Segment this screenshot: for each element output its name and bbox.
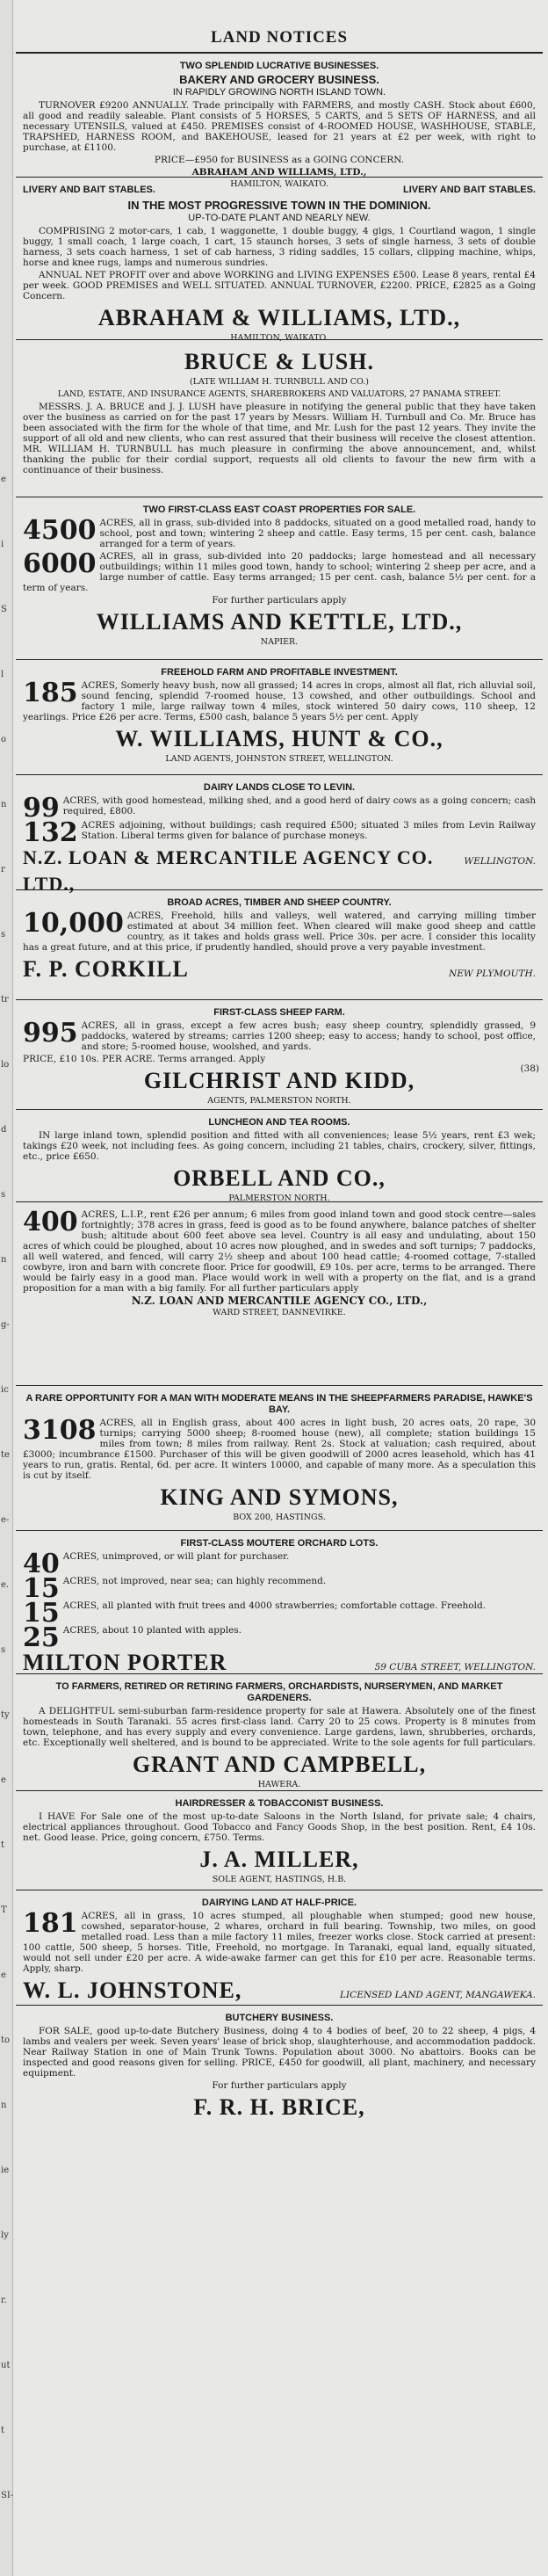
ad-subheading: UP-TO-DATE PLANT AND NEARLY NEW. (188, 213, 371, 223)
property-text: ACRES, all in grass, except a few acres bush; easy sheep country, splendidly grassed, 9 paddocks, watered by streams; carries 1200 sheep; easy to access; handy to school, post office, and store; 5-roomed house, woolshed, and yards. (81, 1020, 536, 1052)
ad-heading: BROAD ACRES, TIMBER AND SHEEP COUNTRY. (167, 897, 392, 908)
ad-signature: F. R. H. BRICE, (193, 2094, 365, 2120)
ad-heading: LUNCHEON AND TEA ROOMS. (208, 1117, 350, 1128)
ad-dairying-land (16, 1890, 543, 2006)
ad-place: WARD STREET, DANNEVIRKE. (213, 1308, 346, 1317)
ad-heading: TWO FIRST-CLASS EAST COAST PROPERTIES FOR SALE. (142, 504, 416, 515)
ad-heading: A RARE OPPORTUNITY FOR A MAN WITH MODERATE MEANS IN THE SHEEPFARMERS PARADISE, HAWKE'S BAY. (25, 1393, 533, 1415)
land-notices-column (16, 0, 543, 2122)
ad-tea-rooms (16, 1110, 543, 1202)
ad-heading-left: LIVERY AND BAIT STABLES. (23, 185, 155, 195)
ad-heading: FIRST-CLASS SHEEP FARM. (213, 1007, 345, 1018)
ad-place: HAMILTON, WAIKATO. (230, 179, 328, 189)
adjacent-column-fragment-text: o (1, 735, 7, 744)
ad-subheading: IN RAPIDLY GROWING NORTH ISLAND TOWN. (172, 87, 386, 98)
ad-heading-right: LIVERY AND BAIT STABLES. (403, 185, 536, 195)
acreage: 4500 (23, 515, 97, 546)
property-item (23, 908, 536, 953)
acreage: 40 (23, 1549, 60, 1579)
property-item (23, 1598, 536, 1629)
acreage: 25 (23, 1622, 60, 1653)
ad-signature: ABRAHAM & WILLIAMS, LTD., (97, 305, 461, 330)
ad-body: COMPRISING 2 motor-cars, 1 cab, 1 waggonette, 1 double buggy, 4 gigs, 1 Courtland wagon, 1 single buggy, 1 small coach, 1 large coach, 1 cart, 15 staunch horses, 3 sets of single harness, 3 sets of double harness, 3 sets coach harness, 1 set of cab harness, 3 riding saddles, 15 collars, clipping machine, whips, horse and knee rugs, lamps and numerous sundries. (23, 226, 536, 268)
property-text: ACRES, Freehold, hills and valleys, well watered, and carrying milling timber estimated at about 34 million feet. When cleared will make good sheep and cattle country, as it takes and holds grass well. Price 30s. per acre. I consider this locality has a great future, and at this price, if prudently handled, should prove a very payable investment. (23, 911, 536, 953)
ad-signature: N.Z. LOAN AND MERCANTILE AGENCY CO., LTD., (131, 1295, 428, 1307)
property-text: ACRES, all in grass, 10 acres stumped, all ploughable when stumped; good new house, cowshed, separator-house, 2 whares, orchard in full bearing. Township, two miles, on good metalled road. Less than a mile factory 11 miles, freezer works close. Stock carried at present: 100 cattle, 500 sheep, 5 horses. Title, Freehold, no mortgage. In Taranaki, equal land, equally situated, would not sell under £20 per acre. A wide-awake farmer can get this for £10 per acre. Reasonable terms. Apply, sharp. (23, 1911, 536, 1974)
acreage: 99 (23, 793, 60, 824)
ad-signature: KING AND SYMONS, (160, 1484, 399, 1510)
property-text: ACRES, Somerly heavy bush, now all grassed; 14 acres in crops, almost all flat, rich alluvial soil, sound fencing, splendid 7-roomed house, 13 cowshed, and other outbuildings. School and factory 1 mile, large railway town 4 miles, stock wintered 50 dairy cows, 110 sheep, 12 yearlings. Price £26 per acre. Terms, £500 cash, balance 5 years 5½ per cent. Apply (23, 680, 536, 722)
adjacent-column-fragment-text: t (1, 1840, 5, 1850)
adjacent-column-fragment-text: r (1, 865, 5, 874)
ad-subheading: IN THE MOST PROGRESSIVE TOWN IN THE DOMINION. (127, 199, 431, 212)
ad-dairy-levin (16, 775, 543, 895)
property-text: ACRES, about 10 planted with apples. (62, 1625, 242, 1636)
ad-heading: TO FARMERS, RETIRED OR RETIRING FARMERS, ORCHARDISTS, NURSERYMEN, AND MARKET GARDENERS. (55, 1681, 503, 1703)
ad-signature: WILLIAMS AND KETTLE, LTD., (96, 609, 463, 635)
ad-subheading: (LATE WILLIAM H. TURNBULL AND CO.) (190, 377, 369, 387)
acreage: 15 (23, 1573, 60, 1604)
adjacent-column-fragment-text: s (1, 1190, 6, 1200)
adjacent-column-fragment-text: lo (1, 1060, 10, 1070)
adjacent-column-fragment-text: t (1, 2426, 5, 2435)
property-text: ACRES, with good homestead, milking shed, and a good herd of dairy cows as a going concern; cash required, £800. (62, 795, 536, 816)
adjacent-column-fragment-text: e (1, 1970, 6, 1980)
adjacent-column-fragment-text: r. (1, 2296, 7, 2305)
ad-place: HAMILTON, WAIKATO. (230, 333, 328, 343)
ad-body: TURNOVER £9200 ANNUALLY. Trade principally with FARMERS, and mostly CASH. Stock about £600, all good and readily saleable. Plant consists of 5 HORSES, 5 CARTS, and 5 SETS OF HARNESS, and all necessary UTENSILS, valued at £450. PREMISES consist of 4-ROOMED HOUSE, WASHHOUSE, STABLE, TRAPSHED, HARNESS ROOM, and BAKEHOUSE, leased for 21 years at £2 per week, with right to purchase, at £1100. (23, 100, 536, 153)
property-item (23, 1415, 536, 1481)
adjacent-column-fragment-text: s (1, 1645, 6, 1655)
property-item (23, 793, 536, 824)
adjacent-column-fragment-text: l (1, 670, 4, 679)
acreage: 3108 (23, 1415, 97, 1446)
ad-freehold-farm (16, 660, 543, 775)
ad-signature: GRANT AND CAMPBELL, (132, 1752, 427, 1777)
ad-body: A DELIGHTFUL semi-suburban farm-residence property for sale at Hawera. Absolutely one of the finest homesteads in South Taranaki. 55 acres first-class land. Carry 20 to 25 cows. Property is 8 minutes from town, telephone, and has every supply and every convenience. Large gardens, lawn, shrubberies, orchards, etc. Exceptionally well sheltered, and is bound to be appreciated. Write to the sole agents for full particulars. (23, 1706, 536, 1748)
ad-place: 59 CUBA STREET, WELLINGTON. (374, 1662, 536, 1673)
adjacent-column-fragment-text: e (1, 1775, 6, 1785)
ad-place: HAWERA. (257, 1780, 301, 1789)
adjacent-column-fragment-text: to (1, 2035, 11, 2045)
ad-body: I HAVE For Sale one of the most up-to-date Saloons in the North Island, for private sale; 4 chairs, electrical appliances throughout. Good Tobacco and Fancy Goods Shop, in the best position. Rent, £4 10s. net. Good lease. Price, going concern, £750. Terms. (23, 1811, 536, 1843)
acreage: 995 (23, 1018, 78, 1049)
property-text: ACRES, L.I.P., rent £26 per annum; 6 miles from good inland town and good stock centre—sales fortnightly; 378 acres in grass, feed is good as to be found anywhere, balance patches of shelter bush; altitude about 600 feet above sea level. Country is all easy and undulating, about 150 acres of which could be ploughed, about 10 acres now ploughed, and in swedes and soft turnips; 7 paddocks, all well watered, and fenced, will carry 2½ sheep and about 100 head cattle; 4-roomed cottage, 7-stalled cowbyre, iron and barn with concrete floor. Price for goodwill, £9 10s. per acre, terms to be arranged. There would be fairly easy in a good man. Place would work in well with a property on the flat, and is a grand proposition for a man with a big family. For all further particulars apply (23, 1209, 536, 1294)
ad-butchery (16, 2006, 543, 2122)
adjacent-column-fragment-text: e. (1, 1580, 10, 1590)
adjacent-column-fragment-text: e (1, 475, 6, 484)
ad-signature: ORBELL AND CO., (173, 1165, 386, 1191)
adjacent-column-fragment-text: tr (1, 995, 9, 1005)
ad-place: WELLINGTON. (464, 856, 536, 867)
ad-body: IN large inland town, splendid position and fitted with all conveniences; lease 5½ years, rent £3 wek; takings £20 week, not including fees. As going concern, including 21 tables, chairs, crockery, silver, fittings, etc., price £650. (23, 1130, 536, 1162)
ad-place: NEW PLYMOUTH. (449, 969, 536, 979)
ad-price: PRICE, £10 10s. PER ACRE. Terms arranged. Apply (23, 1054, 266, 1064)
property-item (23, 1908, 536, 1974)
ad-hairdresser (16, 1791, 543, 1890)
adjacent-column-fragment-text: n (1, 1255, 7, 1265)
ad-heading: FIRST-CLASS MOUTERE ORCHARD LOTS. (180, 1538, 379, 1549)
adjacent-column-fragment-text: ty (1, 1710, 10, 1720)
adjacent-column-fragment-text: S (1, 605, 7, 614)
ad-heading: TWO SPLENDID LUCRATIVE BUSINESSES. (179, 61, 379, 71)
property-item (23, 1573, 536, 1604)
ad-heading: FREEHOLD FARM AND PROFITABLE INVESTMENT. (161, 667, 398, 678)
property-text: ACRES, all planted with fruit trees and 4000 strawberries; comfortable cottage. Freehold. (62, 1600, 487, 1611)
ad-bakery-grocery (16, 54, 543, 189)
ad-note: For further particulars apply (212, 2080, 347, 2091)
acreage: 185 (23, 678, 78, 708)
ad-livery-stables (16, 178, 543, 343)
ad-place: BOX 200, HASTINGS. (233, 1513, 326, 1522)
acreage: 6000 (23, 548, 97, 579)
adjacent-column-fragment-text: ly (1, 2231, 9, 2240)
ad-bruce-lush (16, 340, 543, 497)
ad-line: LAND, ESTATE, AND INSURANCE AGENTS, SHAREBROKERS AND VALUATORS, 27 PANAMA STREET. (57, 389, 501, 399)
ad-east-coast (16, 497, 543, 660)
property-text: ACRES, all in English grass, about 400 acres in light bush, 20 acres oats, 20 rape, 30 turnips; carrying 5000 sheep; 8-roomed house (new), all complete; station buildings 15 miles from town; 8 miles from railway. Rent 2s. Stock at valuation; cash required, about £3000; incumbrance £1500. Purchaser of this will be given goodwill of 2000 acres leasehold, which has 41 years to run, gratis. Rental, 6d. per acre. It winters 10000, and capable of many more. As a speculation this is cut by itself. (23, 1418, 536, 1481)
property-item (23, 680, 536, 722)
adjacent-column-fragment-text: ie (1, 2166, 10, 2175)
property-text: ACRES, unimproved, or will plant for purchaser. (62, 1551, 290, 1562)
property-item (23, 1209, 536, 1294)
acreage: 10,000 (23, 908, 124, 939)
ad-reference: (38) (520, 1063, 539, 1074)
ad-signature: W. WILLIAMS, HUNT & CO., (115, 726, 443, 751)
property-text: ACRES, all in grass, sub-divided into 20 paddocks; large homestead and all necessary outbuildings; within 11 miles good town, handy to school; wintering 2 sheep per acre, and a large number of cattle. Easy terms arranged; 15 per cent. cash, balance 5½ per cent. for a term of years. (23, 551, 536, 593)
ad-sheep-farm (16, 1000, 543, 1110)
adjacent-column-fragment-text: T (1, 1905, 7, 1915)
ad-signature: W. L. JOHNSTONE, (23, 1977, 242, 2003)
property-item (23, 1622, 536, 1653)
ad-place: LAND AGENTS, JOHNSTON STREET, WELLINGTON. (165, 754, 393, 764)
adjacent-column-fragment-text: SI- (1, 2491, 14, 2500)
ad-place: NAPIER. (260, 637, 299, 647)
ad-place: LICENSED LAND AGENT, MANGAWEKA. (340, 1990, 536, 2000)
ad-lip-400 (16, 1202, 543, 1386)
ad-hawkes-bay (16, 1386, 543, 1531)
acreage: 181 (23, 1908, 78, 1939)
ad-heading: DAIRY LANDS CLOSE TO LEVIN. (203, 782, 356, 793)
adjacent-column-fragment-text: n (1, 2101, 7, 2110)
ad-place: AGENTS, PALMERSTON NORTH. (207, 1096, 351, 1106)
ad-signature-row (23, 1650, 536, 1676)
property-item (23, 515, 536, 549)
property-item (23, 1020, 536, 1052)
ad-signature: MILTON PORTER (23, 1650, 227, 1675)
acreage: 400 (23, 1207, 78, 1237)
property-text: ACRES adjoining, without buildings; cash required £500; situated 3 miles from Levin Railway Station. Liberal terms given for balance of purchase moneys. (81, 820, 536, 841)
adjacent-column-fragment-text: e- (1, 1515, 10, 1525)
ad-heading: HAIRDRESSER & TOBACCONIST BUSINESS. (175, 1798, 384, 1809)
adjacent-column-fragment-text: g- (1, 1320, 10, 1330)
ad-signature: GILCHRIST AND KIDD, (143, 1068, 415, 1093)
adjacent-column-fragment-text: ut (1, 2361, 11, 2370)
adjacent-column-fragment-text: s (1, 930, 6, 940)
ad-signature-row (23, 956, 536, 983)
ad-note: For further particulars apply (212, 595, 347, 606)
ad-signature-row (23, 1977, 536, 2004)
adjacent-column-fragment-text: i (1, 540, 4, 549)
property-item (23, 548, 536, 593)
ad-subheading: BAKERY AND GROCERY BUSINESS. (179, 73, 379, 86)
ad-place: SOLE AGENT, HASTINGS, H.B. (212, 1875, 347, 1884)
ad-price: PRICE—£950 for BUSINESS as a GOING CONCERN. (154, 155, 405, 165)
ad-signature-row (23, 845, 536, 897)
ad-hawera-residence (16, 1674, 543, 1791)
ad-signature: BRUCE & LUSH. (184, 349, 374, 374)
ad-body: ANNUAL NET PROFIT over and above WORKING and LIVING EXPENSES £500. Lease 8 years, rental £4 per week. GOOD PREMISES and WELL SITUATED. ANNUAL TURNOVER, £2200. PRICE, £2825 as a Going Concern. (23, 270, 536, 301)
ad-moutere-orchards (16, 1531, 543, 1674)
ad-body: MESSRS. J. A. BRUCE and J. J. LUSH have pleasure in notifying the general public that they have taken over the business as carried on for the past 17 years by Messrs. William H. Turnbull and Co. Mr. Bruce has been associated with the firm for the whole of that time, and Mr. Lush for the past 12 years. They invite the support of all old and new clients, who can rest assured that their business will receive the closest attention. MR. WILLIAM H. TURNBULL has much pleasure in confirming the above announcement, and, whilst thanking the public for their cordial support, requests all old clients to favour the new firm with a continuance of their business. (23, 402, 536, 475)
property-item (23, 817, 536, 848)
ad-place: PALMERSTON NORTH. (228, 1194, 330, 1203)
ad-body: FOR SALE, good up-to-date Butchery Business, doing 4 to 4 bodies of beef, 20 to 22 sheep, 4 pigs, 4 lambs and vealers per week. Seven years' lease of brick shop, slaughterhouse, and accommodation paddock. Near Railway Station in one of Main Trunk Towns. Population about 3000. No abattoirs. Books can be inspected and good reasons given for selling. PRICE, £450 for goodwill, all plant, machinery, and necessary equipment. (23, 2026, 536, 2079)
masthead: LAND NOTICES (16, 0, 543, 54)
ad-broad-acres (16, 890, 543, 1000)
adjacent-column-fragment (0, 0, 13, 2576)
adjacent-column-fragment-text: te (1, 1450, 10, 1460)
property-item (23, 1549, 536, 1579)
acreage: 15 (23, 1598, 60, 1629)
ad-signature: N.Z. LOAN & MERCANTILE AGENCY CO. LTD., (23, 846, 434, 895)
ad-heading: DAIRYING LAND AT HALF-PRICE. (201, 1898, 357, 1908)
ad-signature: J. A. MILLER, (199, 1847, 359, 1872)
ad-agent: ABRAHAM AND WILLIAMS, LTD., (191, 167, 367, 178)
acreage: 132 (23, 817, 78, 848)
ad-signature: F. P. CORKILL (23, 956, 189, 982)
property-text: ACRES, all in grass, sub-divided into 8 paddocks, situated on a good metalled road, handy to school, post and town; wintering 2 sheep and cattle. Easy terms, 15 per cent. cash, balance arranged for a term of years. (99, 518, 536, 549)
adjacent-column-fragment-text: n (1, 800, 7, 809)
adjacent-column-fragment-text: d (1, 1125, 7, 1135)
adjacent-column-fragment-text: ic (1, 1385, 9, 1395)
ad-heading: BUTCHERY BUSINESS. (225, 2013, 334, 2023)
property-text: ACRES, not improved, near sea; can highly recommend. (62, 1576, 327, 1586)
